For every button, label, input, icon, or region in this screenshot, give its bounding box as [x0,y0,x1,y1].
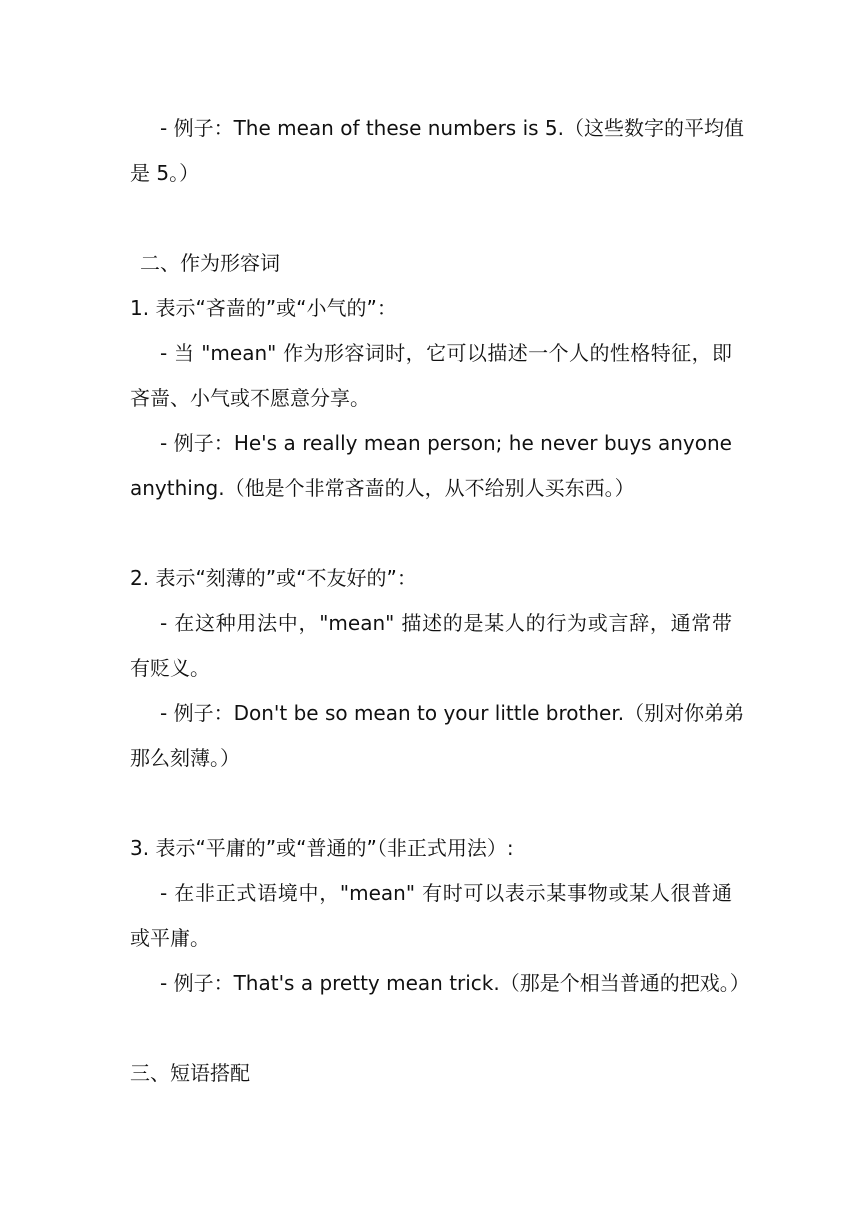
meaning-2-description-line2: 有贬义。 [130,656,210,680]
section-heading-phrases: 三、短语搭配 [130,1061,250,1085]
meaning-3-description-line1: - 在非正式语境中，"mean" 有时可以表示某事物或某人很普通 [160,881,732,905]
example-mean-numbers-line1: - 例子：The mean of these numbers is 5.（这些数字的平均值 [160,116,744,140]
meaning-3-description-line2: 或平庸。 [130,926,210,950]
meaning-1-example-line2: anything.（他是个非常吝啬的人，从不给别人买东西。） [130,476,635,500]
meaning-1-description-line2: 吝啬、小气或不愿意分享。 [130,386,370,410]
meaning-2-description-line1: - 在这种用法中，"mean" 描述的是某人的行为或言辞，通常带 [160,611,732,635]
meaning-3-example: - 例子：That's a pretty mean trick.（那是个相当普通的把戏。） [160,971,750,995]
meaning-2-example-line1: - 例子：Don't be so mean to your little brother.（别对你弟弟 [160,701,745,725]
example-mean-numbers-line2: 是 5。） [130,161,200,185]
meaning-3-heading: 3. 表示“平庸的”或“普通的”（非正式用法）: [130,836,514,860]
meaning-1-example-line1: - 例子：He's a really mean person; he never buys anyone [160,431,732,455]
section-heading-adjective: 二、作为形容词 [140,251,280,275]
meaning-1-description-line1: - 当 "mean" 作为形容词时，它可以描述一个人的性格特征，即 [160,341,732,365]
meaning-1-heading: 1. 表示“吝啬的”或“小气的”： [130,296,397,320]
meaning-2-example-line2: 那么刻薄。） [130,746,240,770]
meaning-2-heading: 2. 表示“刻薄的”或“不友好的”： [130,566,417,590]
